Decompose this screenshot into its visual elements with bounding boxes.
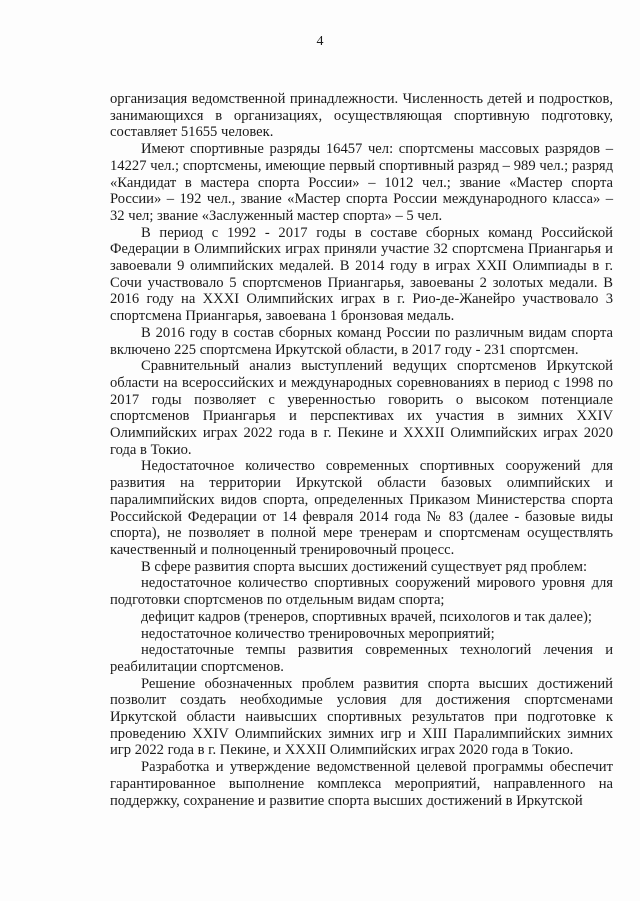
page-number: 4 [316,34,324,49]
paragraph: Имеют спортивные разряды 16457 чел: спортсмены массовых разрядов – 14227 чел.; спортсмены, имеющие первый спортивный разряд – 989 чел.; разряд «Кандидат в мастера спорта России» – 1012 чел.; звание «Мастер спорта России» – 192 чел., звание «Мастер спорта России международного класса» – 32 чел; звание «Заслуженный мастер спорта» – 5 чел. [110,141,613,224]
paragraph: Решение обозначенных проблем развития спорта высших достижений позволит создать необходимые условия для достижения спортсменами Иркутской области наивысших спортивных результатов при подготовке к проведению XXIV Олимпийских зимних игр и XIII Паралимпийских зимних игр 2022 года в г. Пекине, и XXXII Олимпийских играх 2020 года в Токио. [110,675,613,759]
paragraph: Недостаточное количество современных спортивных сооружений для развития на территории Иркутской области базовых олимпийских и паралимпийских видов спорта, определенных Приказом Министерства спорта Российской Федерации от 14 февраля 2014 года № 83 (далее - базовые виды спорта), не позволяет в полной мере тренерам и спортсменам осуществлять качественный и полноценный тренировочный процесс. [110,458,613,558]
list-item: недостаточное количество тренировочных мероприятий; [141,625,495,642]
document-body [110,91,613,809]
paragraph: Разработка и утверждение ведомственной целевой программы обеспечит гарантированное выполнение комплекса мероприятий, направленного на поддержку, сохранение и развитие спорта высших достижений в Иркутской [110,759,613,809]
paragraph: Сравнительный анализ выступлений ведущих спортсменов Иркутской области на всероссийских и международных соревнованиях в период с 1998 по 2017 годы позволяет с уверенностью говорить о высоком потенциале спортсменов Приангарья и перспективах их участия в зимних XXIV Олимпийских играх 2022 года в г. Пекине и XXXII Олимпийских играх 2020 года в Токио. [110,358,613,458]
paragraph: В период с 1992 - 2017 годы в составе сборных команд Российской Федерации в Олимпийских играх приняли участие 32 спортсмена Приангарья и завоевали 9 олимпийских медалей. В 2014 году в играх XXII Олимпиады в г. Сочи участвовало 5 спортсменов Приангарья, завоеваны 2 золотых медали. В 2016 году на XXXI Олимпийских играх в г. Рио-де-Жанейро участвовало 3 спортсмена Приангарья, завоевана 1 бронзовая медаль. [110,224,613,325]
paragraph: В 2016 году в состав сборных команд России по различным видам спорта включено 225 спортсмена Иркутской области, в 2017 году - 231 спортсмен. [110,324,613,358]
list-item: недостаточное количество спортивных сооружений мирового уровня для подготовки спортсменов по отдельным видам спорта; [110,575,613,609]
paragraph: В сфере развития спорта высших достижений существует ряд проблем: [141,558,588,575]
list-item: дефицит кадров (тренеров, спортивных врачей, психологов и так далее); [141,608,592,625]
list-item: недостаточные темпы развития современных технологий лечения и реабилитации спортсменов. [110,642,613,675]
paragraph: организация ведомственной принадлежности. Численность детей и подростков, занимающихся в организациях, осуществляющая спортивную подготовку, составляет 51655 человек. [110,91,613,141]
